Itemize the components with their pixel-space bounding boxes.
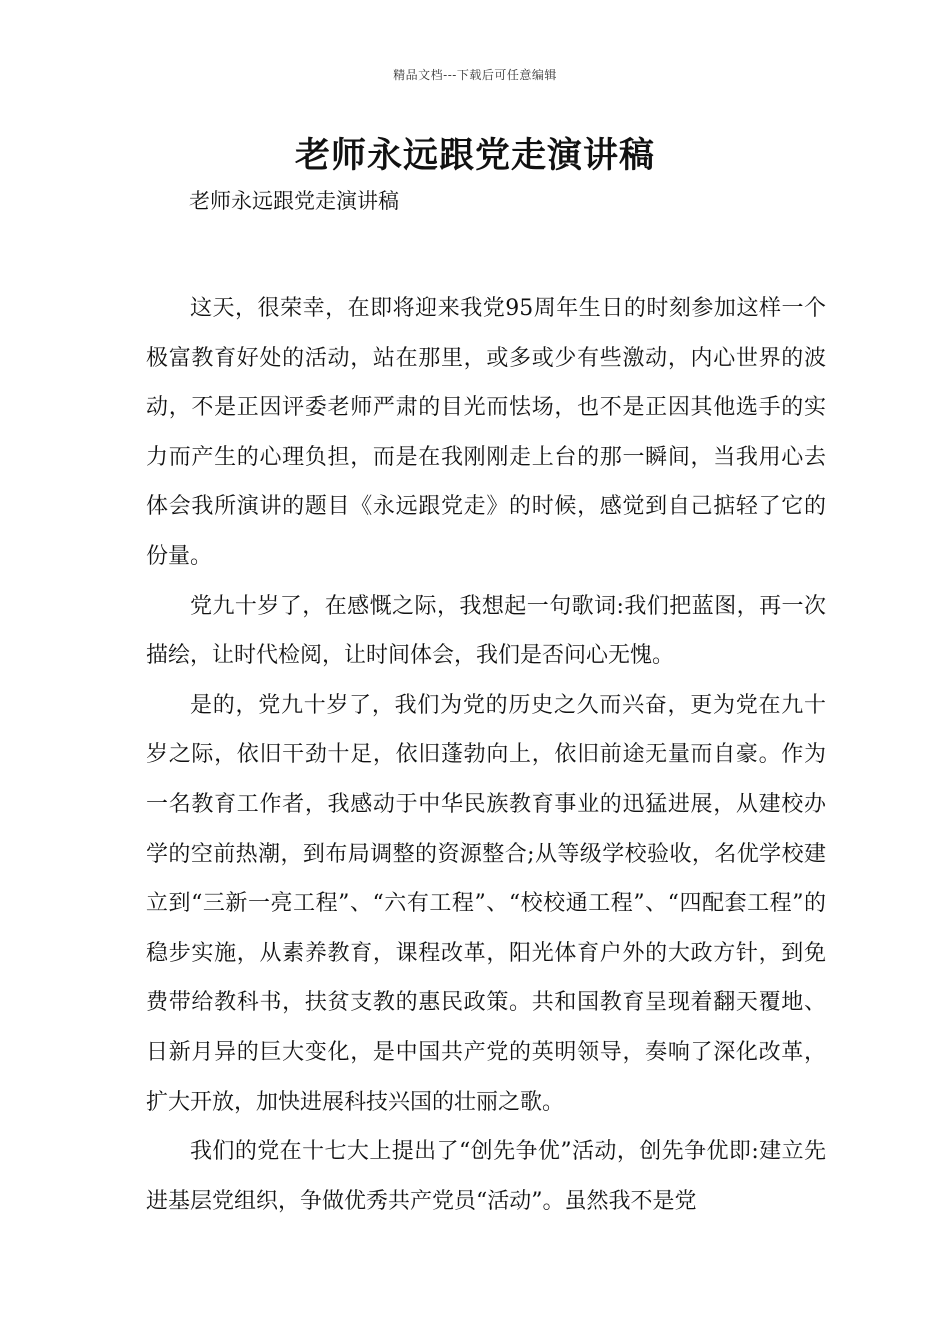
header-note: 精品文档---下载后可任意编辑 xyxy=(393,68,557,82)
paragraph-4: 我们的党在十七大上提出了“创先争优”活动，创先争优即:建立先进基层党组织，争做优秀共产党员“活动”。虽然我不是党 xyxy=(146,1139,826,1214)
paragraph-3: 是的，党九十岁了，我们为党的历史之久而兴奋，更为党在九十岁之际，依旧干劲十足，依旧蓬勃向上，依旧前途无量而自豪。作为一名教育工作者，我感动于中华民族教育事业的迅猛进展，从建校办学的空前热潮，到布局调整的资源整合;从等级学校验收，名优学校建立到“三新一亮工程”、“六有工程”、“校校通工程”、“四配套工程”的稳步实施，从素养教育，课程改革，阳光体育户外的大政方针，到免费带给教科书，扶贫支教的惠民政策。共和国教育呈现着翻天覆地、日新月异的巨大变化，是中国共产党的英明领导，奏响了深化改革，扩大开放，加快进展科技兴国的壮丽之歌。 xyxy=(146,692,826,1115)
paragraph-1: 这天，很荣幸，在即将迎来我党95周年生日的时刻参加这样一个极富教育好处的活动，站在那里，或多或少有些激动，内心世界的波动，不是正因评委老师严肃的目光而怯场，也不是正因其他选手的实力而产生的心理负担，而是在我刚刚走上台的那一瞬间，当我用心去体会我所演讲的题目《永远跟党走》的时候，感觉到自己掂轻了它的份量。 xyxy=(146,296,826,569)
document-subtitle: 老师永远跟党走演讲稿 xyxy=(189,189,399,213)
document-title: 老师永远跟党走演讲稿 xyxy=(294,135,655,176)
document-body xyxy=(146,284,826,1226)
paragraph-2: 党九十岁了，在感慨之际，我想起一句歌词:我们把蓝图，再一次描绘，让时代检阅，让时间体会，我们是否问心无愧。 xyxy=(146,593,826,669)
